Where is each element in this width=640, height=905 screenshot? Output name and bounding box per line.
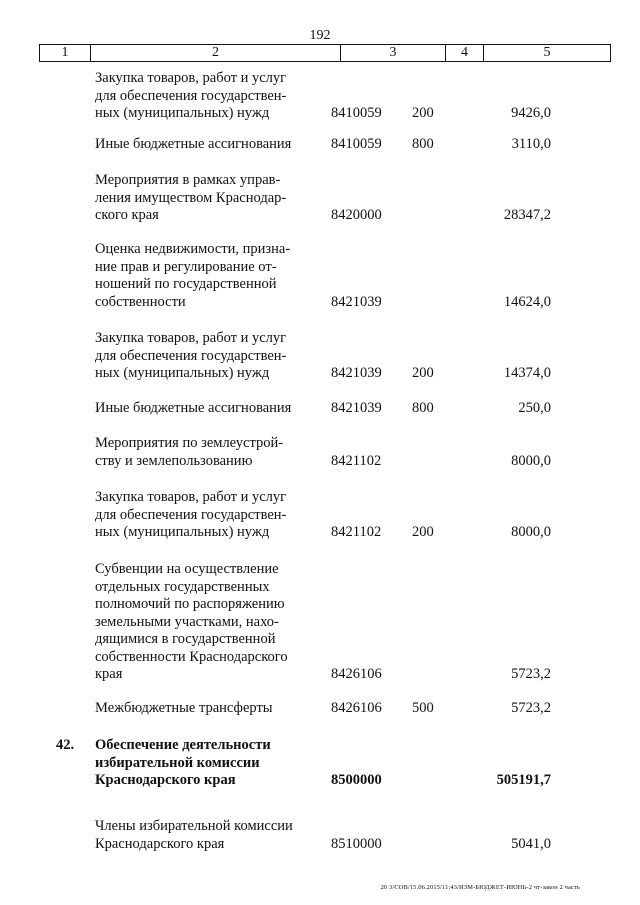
row-amount: 250,0 (518, 400, 551, 416)
row-name-line: Мероприятия по землеустрой- (95, 435, 284, 451)
column-header: 5 (484, 45, 611, 62)
row-name-line: Закупка товаров, работ и услуг (95, 330, 287, 346)
row-code: 8421039 (331, 293, 382, 310)
row-name-line: Закупка товаров, работ и услуг (95, 489, 287, 505)
row-number: 42. (56, 737, 75, 753)
row-name (95, 241, 303, 311)
column-header: 3 (341, 45, 446, 62)
row-amount: 5723,2 (511, 700, 551, 716)
row-name (95, 172, 303, 225)
row-name-line: Иные бюджетные ассигнования (95, 136, 292, 152)
row-name-line: ношений по государственной (95, 276, 277, 292)
page-number: 192 (309, 28, 331, 43)
row-name-line: для обеспечения государствен- (95, 87, 287, 104)
row-name (95, 737, 303, 790)
row-code: 8510000 (331, 835, 382, 852)
document-footer: 20 3/СОВ/15.06.2015/11:43/ИЗМ-БЮДЖЕТ-ИЮНЬ-2 чт-закон 2 часть (380, 884, 580, 891)
row-name-line: ского края (95, 207, 159, 223)
row-amount: 3110,0 (511, 136, 551, 152)
row-name-line: избирательной комиссии (95, 754, 260, 771)
row-name (95, 818, 303, 853)
row-name-line: Краснодарского края (95, 772, 236, 788)
row-name-line: Субвенции на осуществление (95, 561, 279, 577)
row-name (95, 561, 303, 684)
row-name-line: Оценка недвижимости, призна- (95, 241, 291, 257)
row-name (95, 330, 303, 383)
row-name-line: ние прав и регулирование от- (95, 258, 277, 275)
row-name-line: ления имуществом Краснодар- (95, 189, 287, 206)
column-header: 1 (40, 45, 91, 62)
row-amount: 14624,0 (503, 293, 551, 310)
row-code: 8410059 (331, 105, 382, 121)
row-name-line: дящимися в государственной (95, 631, 276, 647)
row-name (95, 70, 303, 123)
row-expense-type: 200 (412, 105, 434, 121)
row-name (95, 435, 303, 470)
row-code: 8500000 (331, 772, 382, 788)
row-code: 8421039 (331, 400, 382, 416)
row-amount: 5723,2 (511, 666, 551, 682)
row-name-line: отдельных государственных (95, 578, 270, 595)
row-name (95, 700, 303, 718)
row-amount: 5041,0 (511, 835, 551, 852)
column-header: 4 (446, 45, 484, 62)
row-name-line: Члены избирательной комиссии (95, 818, 293, 834)
row-code: 8426106 (331, 700, 382, 716)
row-code: 8420000 (331, 207, 382, 223)
row-name-line: Закупка товаров, работ и услуг (95, 70, 287, 86)
row-name (95, 489, 303, 542)
row-name-line: для обеспечения государствен- (95, 347, 287, 364)
row-amount: 505191,7 (496, 772, 551, 788)
row-code: 8421039 (331, 365, 382, 381)
row-name-line: Обеспечение деятельности (95, 737, 271, 753)
column-header: 2 (91, 45, 341, 62)
row-expense-type: 800 (412, 400, 434, 416)
row-name-line: ных (муниципальных) нужд (95, 365, 270, 381)
row-name-line: для обеспечения государствен- (95, 506, 287, 523)
row-amount: 28347,2 (503, 207, 551, 223)
row-code: 8410059 (331, 136, 382, 152)
row-code: 8421102 (331, 452, 382, 469)
row-expense-type: 200 (412, 365, 434, 381)
row-code: 8426106 (331, 666, 382, 682)
row-expense-type: 800 (412, 136, 434, 152)
row-name-line: полномочий по распоряжению (95, 596, 285, 612)
row-amount: 14374,0 (503, 365, 551, 381)
row-name (95, 136, 303, 154)
row-name-line: ных (муниципальных) нужд (95, 524, 270, 540)
row-amount: 8000,0 (511, 452, 551, 469)
row-name-line: Мероприятия в рамках управ- (95, 172, 281, 188)
row-name-line: края (95, 666, 123, 682)
row-name-line: ных (муниципальных) нужд (95, 105, 270, 121)
row-name-line: Иные бюджетные ассигнования (95, 400, 292, 416)
row-name-line: земельными участками, нахо- (95, 613, 279, 630)
row-amount: 8000,0 (511, 524, 551, 540)
row-name-line: ству и землепользованию (95, 452, 253, 469)
row-amount: 9426,0 (511, 105, 551, 121)
row-name-line: собственности (95, 293, 186, 310)
row-expense-type: 200 (412, 524, 434, 540)
row-name-line: Краснодарского края (95, 835, 225, 852)
row-name-line: собственности Краснодарского (95, 648, 288, 665)
row-code: 8421102 (331, 524, 382, 540)
row-name-line: Межбюджетные трансферты (95, 700, 273, 716)
row-name (95, 400, 303, 418)
row-expense-type: 500 (412, 700, 434, 716)
